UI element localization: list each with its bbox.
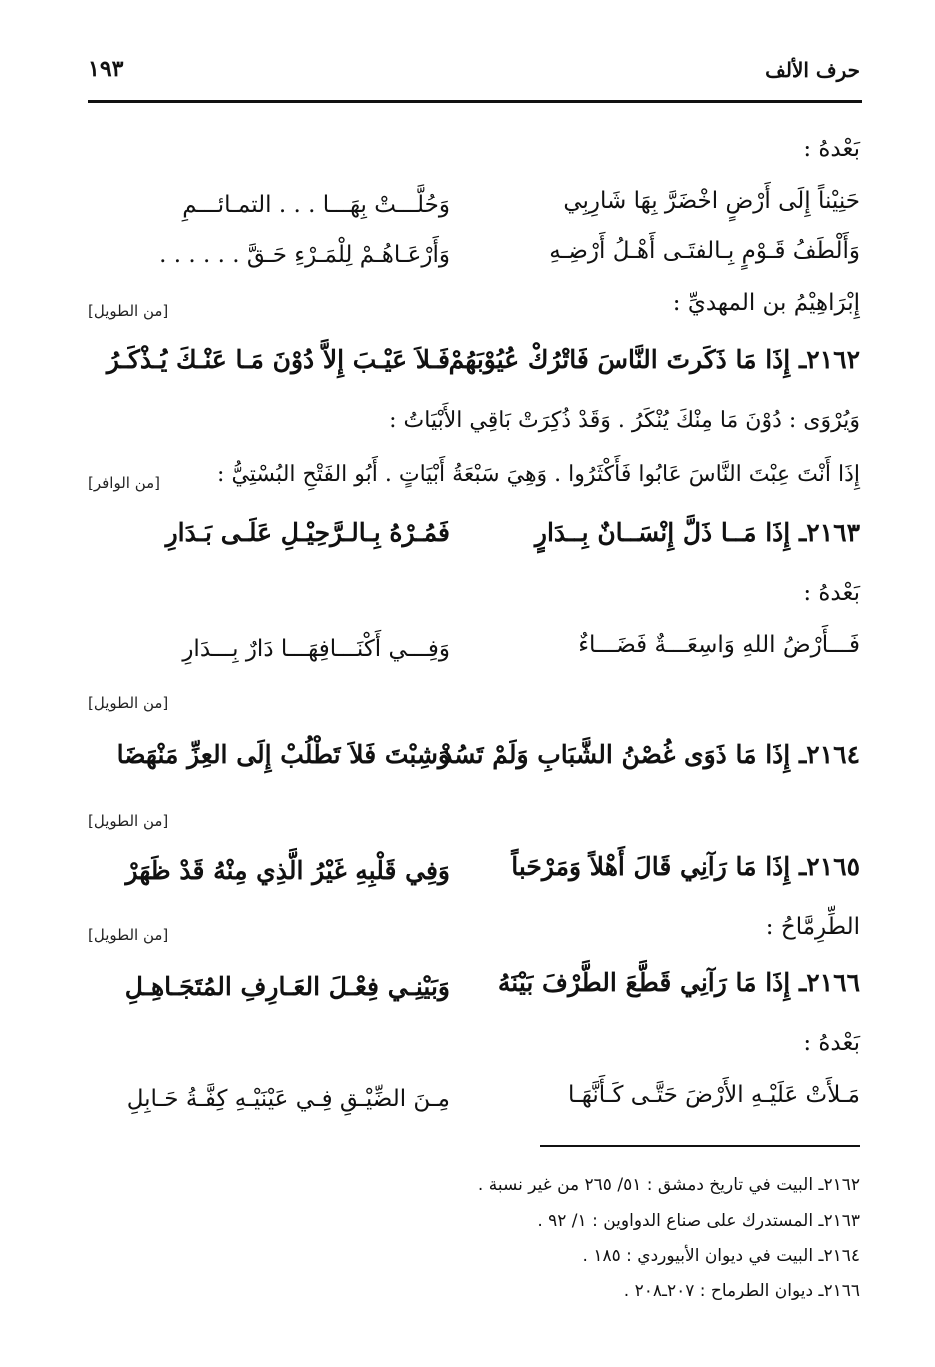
verse-first-hemistich: فَـــأَرْضُ اللهِ وَاسِعَـــةٌ فَضَـــاءٌ [578, 632, 860, 658]
verse-2162-first: ٢١٦٢ـ إِذَا مَا ذَكَرتَ النَّاسَ فَاتْرُكْ عُيُوْبَهُمْ [448, 345, 860, 374]
verse-second-hemistich: وَفِـــي أَكْنَـــافِهَـــا دَارٌ بِـــدَارِ [182, 636, 450, 662]
verse-2166-second: وَبَيْنِـي فِعْـلَ العَـارِفِ المُتَجَـاهِـلِ [124, 972, 450, 1001]
footnote: ٢١٦٦ـ ديوان الطرماح : ٢٠٧ـ٢٠٨ . [623, 1281, 860, 1301]
poet-intro-bustī: إِذَا أَنْتَ عِبْتَ النَّاسَ عَابُوا فَأَكْثَرُوا . وَهِيَ سَبْعَةُ أَبْيَاتٍ . أَبُو الفَتْحِ البُسْتِيُّ : [217, 462, 860, 487]
verse-2165-first: ٢١٦٥ـ إِذَا مَا رَآنِي قَالَ أَهْلاً وَمَرْحَباً [511, 852, 860, 881]
variant-note: وَيُرْوَى : دُوْنَ مَا مِنْكَ يُنْكَرُ . وَقَدْ ذُكِرَتْ بَاقِي الأَبْيَاتُ : [389, 408, 860, 433]
footnote: ٢١٦٣ـ المستدرك على صناع الدواوين : ١/ ٩٢ . [537, 1211, 860, 1231]
page-number: ١٩٣ [88, 56, 124, 82]
footnote: ٢١٦٤ـ البيت في ديوان الأبيوردي : ١٨٥ . [582, 1246, 860, 1266]
meter-label: [من الوافر] [88, 474, 161, 492]
verse-first-hemistich: وَأَلْطَفُ قَـوْمٍ بِـالفتَـى أَهْـلُ أَرْضِـهِ [549, 238, 860, 264]
verse-2165-second: وَفِي قَلْبِهِ غَيْرُ الَّذِي مِنْهُ قَدْ ظَهَرْ [125, 856, 450, 885]
verse-2163-second: فَمُـرْهُ بِـالـرَّحِيْـلِ عَلَـى بَـدَارِ [165, 518, 450, 547]
intro-after: بَعْدهُ : [803, 580, 860, 606]
meter-label: [من الطويل] [88, 694, 169, 712]
footnote-rule [540, 1145, 860, 1147]
verse-2166-first: ٢١٦٦ـ إِذَا مَا رَآنِي قَطَّعَ الطَّرْفَ بَيْنَهُ [497, 968, 860, 997]
verse-first-hemistich: حَنِيْناً إِلَى أَرْضٍ اخْضَرَّ بِهَا شَارِبِي [563, 188, 860, 214]
poet-name: الطِّرِمَّاحُ : [765, 914, 860, 940]
verse-2163-first: ٢١٦٣ـ إِذَا مَــا ذَلَّ إِنْسَــانٌ بِــدَارٍ [534, 518, 860, 547]
verse-second-hemistich: وَأَرْعَـاهُـمْ لِلْمَـرْءِ حَـقَّ . . . . . . [159, 242, 450, 268]
verse-2164-second: وَشِبْتَ فَلاَ تَطْلُبْ إِلَى العِزِّ مَنْهَضَا [116, 740, 450, 769]
header-rule [88, 100, 862, 103]
verse-second-hemistich: مِـنَ الضِّيْـقِ فِـي عَيْنَيْـهِ كِفَّـةُ حَـابِلِ [126, 1086, 450, 1112]
meter-label: [من الطويل] [88, 926, 169, 944]
page-header [88, 52, 860, 92]
verse-2164-first: ٢١٦٤ـ إِذَا مَا ذَوَى غُصْنُ الشَّبَابِ وَلَمْ تَسُدْ [441, 740, 860, 769]
verse-2162-second: فَـلاَ عَيْـبَ إِلاَّ دُوْنَ مَـا عَنْـكَ يُـذْكَـرُ [106, 345, 450, 374]
intro-after: بَعْدهُ : [803, 136, 860, 162]
intro-after: بَعْدهُ : [803, 1030, 860, 1056]
verse-first-hemistich: مَـلأَتْ عَلَيْـهِ الأَرْضَ حَتَّـى كَـأَنَّهَـا [568, 1082, 860, 1108]
running-title: حرف الألف [765, 58, 860, 82]
meter-label: [من الطويل] [88, 302, 169, 320]
poet-name: إِبْرَاهِيْمُ بن المهديِّ : [672, 290, 860, 316]
footnote: ٢١٦٢ـ البيت في تاريخ دمشق : ٥١/ ٢٦٥ من غير نسبة . [477, 1175, 860, 1195]
meter-label: [من الطويل] [88, 812, 169, 830]
verse-second-hemistich: وَحُلَّـــتْ بِهَـــا . . . التمـائـــمِ [182, 192, 450, 218]
